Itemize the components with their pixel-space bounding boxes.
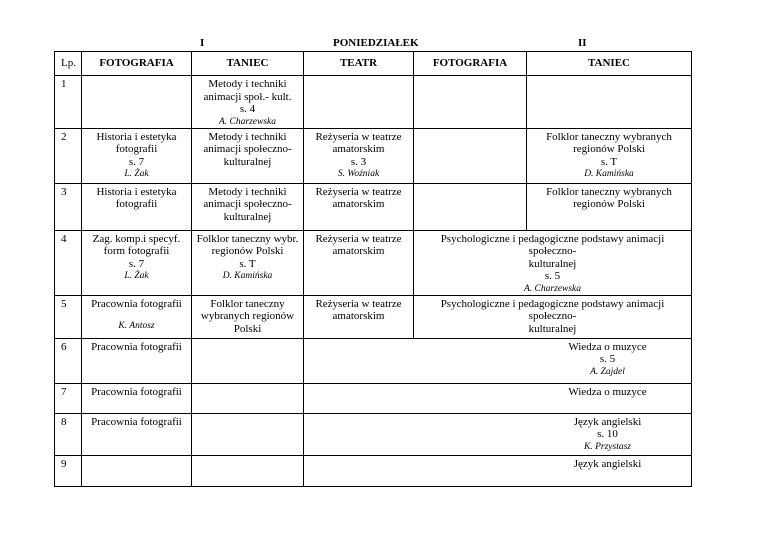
cell-taniec-1: Folklor taneczny wybranych regionów Polski bbox=[192, 295, 304, 338]
col-header-teatr: TEATR bbox=[304, 52, 414, 76]
cell-fotografia-1: Historia i estetyka fotografii s. 7 L. Żak bbox=[82, 128, 192, 183]
cell-merged-group-II: Psychologiczne i pedagogiczne podstawy animacji społeczno- kulturalnej bbox=[414, 295, 692, 338]
teacher-name: D. Kamińska bbox=[584, 169, 634, 179]
teacher-name: L. Żak bbox=[124, 271, 149, 281]
cell-taniec-1 bbox=[192, 455, 304, 486]
row-number: 2 bbox=[55, 128, 82, 183]
cell-taniec-1 bbox=[192, 383, 304, 413]
row-number: 7 bbox=[55, 383, 82, 413]
table-row bbox=[55, 383, 692, 413]
row-number: 3 bbox=[55, 183, 82, 230]
table-row bbox=[55, 295, 692, 338]
cell-taniec-1 bbox=[192, 413, 304, 455]
cell-merged-teatr-group-II: Wiedza o muzyce bbox=[304, 383, 692, 413]
cell-fotografia-1: Pracownia fotografii bbox=[82, 413, 192, 455]
row-number: 4 bbox=[55, 230, 82, 295]
col-header-fotografia-2: FOTOGRAFIA bbox=[414, 52, 527, 76]
cell-taniec-1 bbox=[192, 338, 304, 383]
cell-taniec-1: Metody i techniki animacji społeczno- kulturalnej bbox=[192, 183, 304, 230]
cell-taniec-2 bbox=[527, 76, 692, 129]
day-label: PONIEDZIAŁEK bbox=[333, 37, 419, 49]
teacher-name: A. Charzewska bbox=[219, 116, 276, 127]
cell-taniec-2: Folklor taneczny wybranych regionów Polski bbox=[527, 183, 692, 230]
cell-teatr: Reżyseria w teatrze amatorskim bbox=[304, 230, 414, 295]
table-row bbox=[55, 338, 692, 383]
teacher-name: K. Przystasz bbox=[584, 441, 631, 452]
group-I-label: I bbox=[200, 37, 205, 49]
cell-taniec-1: Metody i techniki animacji społ.- kult. s. 4 A. Charzewska bbox=[192, 76, 304, 129]
teacher-name: A. Charzewska bbox=[524, 283, 581, 294]
cell-taniec-2: Folklor taneczny wybranych regionów Polski s. T D. Kamińska bbox=[527, 128, 692, 183]
cell-taniec-1: Metody i techniki animacji społeczno- kulturalnej bbox=[192, 128, 304, 183]
cell-taniec-1: Folklor taneczny wybr. regionów Polski s. T D. Kamińska bbox=[192, 230, 304, 295]
table-row bbox=[55, 183, 692, 230]
cell-fotografia-1: Historia i estetyka fotografii bbox=[82, 183, 192, 230]
cell-fotografia-1 bbox=[82, 76, 192, 129]
table-row bbox=[55, 230, 692, 295]
cell-merged-group-II: Psychologiczne i pedagogiczne podstawy animacji społeczno- kulturalnej s. 5 A. Charzewska bbox=[414, 230, 692, 295]
row-number: 6 bbox=[55, 338, 82, 383]
teacher-name: K. Antosz bbox=[118, 321, 155, 331]
cell-fotografia-1: Pracownia fotografii bbox=[82, 383, 192, 413]
cell-fotografia-2 bbox=[414, 183, 527, 230]
cell-fotografia-2 bbox=[414, 76, 527, 129]
cell-fotografia-1: Pracownia fotografii bbox=[82, 338, 192, 383]
cell-teatr: Reżyseria w teatrze amatorskim bbox=[304, 295, 414, 338]
teacher-name: L. Żak bbox=[124, 169, 149, 179]
cell-merged-teatr-group-II: Język angielski s. 10 K. Przystasz bbox=[304, 413, 692, 455]
cell-fotografia-1: Pracownia fotografii K. Antosz bbox=[82, 295, 192, 338]
table-row bbox=[55, 413, 692, 455]
row-number: 8 bbox=[55, 413, 82, 455]
row-number: 5 bbox=[55, 295, 82, 338]
teacher-name: D. Kamińska bbox=[222, 271, 273, 281]
cell-fotografia-1: Zag. komp.i specyf. form fotografii s. 7 L. Żak bbox=[82, 230, 192, 295]
teacher-name: A. Zajdel bbox=[590, 366, 625, 377]
table-row bbox=[55, 128, 692, 183]
row-number: 9 bbox=[55, 455, 82, 486]
cell-teatr: Reżyseria w teatrze amatorskim s. 3 S. Woźniak bbox=[304, 128, 414, 183]
cell-merged-teatr-group-II: Język angielski bbox=[304, 455, 692, 486]
cell-merged-teatr-group-II: Wiedza o muzyce s. 5 A. Zajdel bbox=[304, 338, 692, 383]
table-row bbox=[55, 455, 692, 486]
group-II-label: II bbox=[578, 37, 587, 49]
cell-teatr bbox=[304, 76, 414, 129]
schedule-table bbox=[54, 51, 692, 487]
teacher-name: S. Woźniak bbox=[337, 169, 380, 179]
col-header-taniec-1: TANIEC bbox=[192, 52, 304, 76]
row-number: 1 bbox=[55, 76, 82, 129]
col-header-fotografia-1: FOTOGRAFIA bbox=[82, 52, 192, 76]
col-header-lp: Lp. bbox=[55, 52, 82, 76]
cell-teatr: Reżyseria w teatrze amatorskim bbox=[304, 183, 414, 230]
cell-fotografia-1 bbox=[82, 455, 192, 486]
col-header-taniec-2: TANIEC bbox=[527, 52, 692, 76]
header-row bbox=[55, 52, 692, 76]
table-row bbox=[55, 76, 692, 129]
cell-fotografia-2 bbox=[414, 128, 527, 183]
